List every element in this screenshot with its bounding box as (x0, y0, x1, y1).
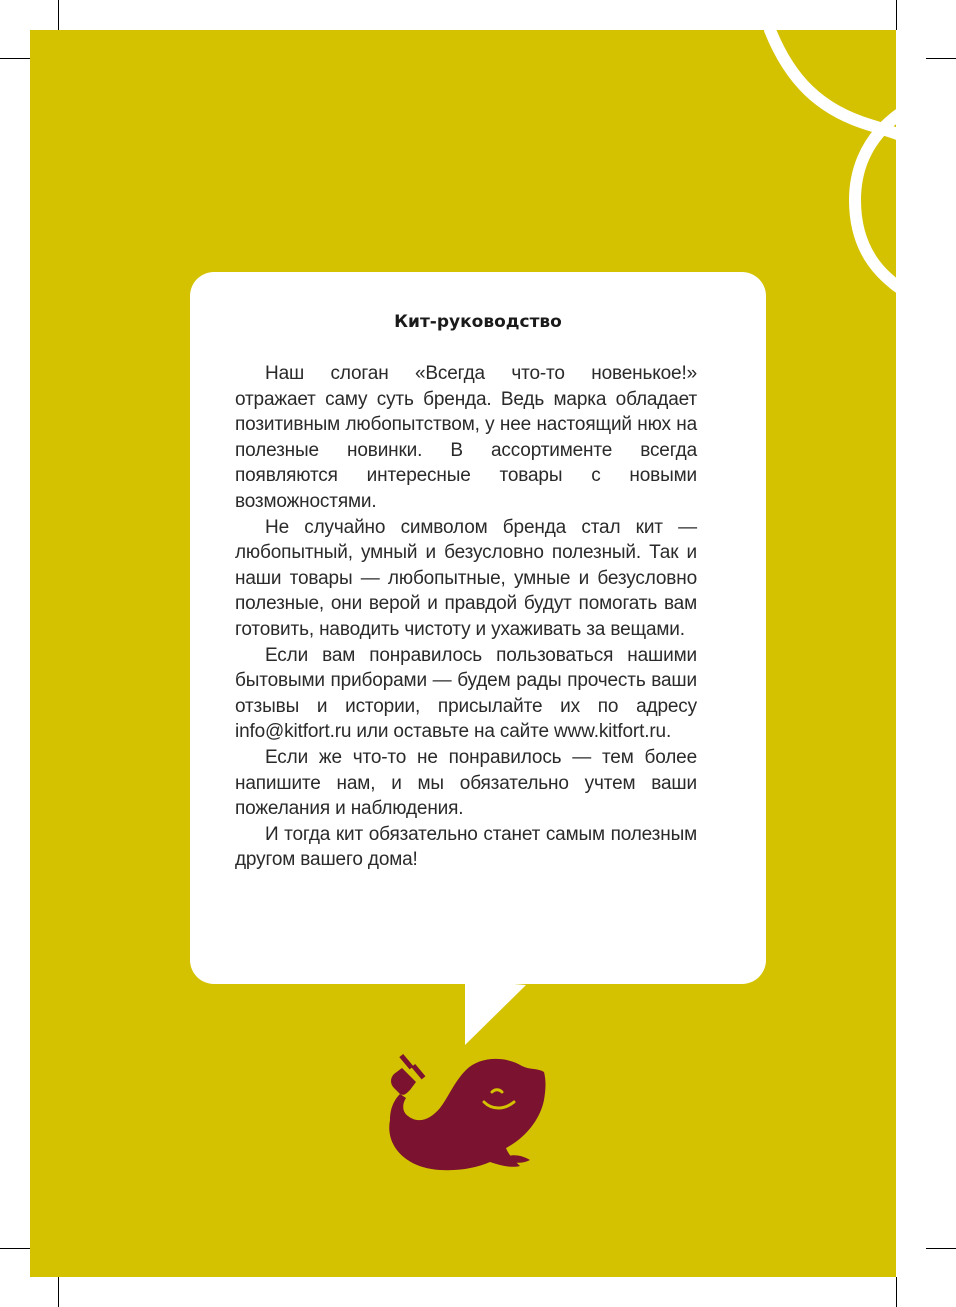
crop-mark (896, 1277, 897, 1307)
speech-bubble (190, 272, 766, 984)
paragraph: Наш слоган «Всегда что-то новенькое!» отражает саму суть бренда. Ведь марка обладает позитивным любопытством, у нее настоящий нюх на полезные новинки. В ассортименте всегда появляются интересные товары с новыми возможностями. (235, 363, 697, 512)
whale-with-plug-icon (380, 1050, 560, 1180)
paragraph: Если же что-то не понравилось — тем более напишите нам, и мы обязательно учтем ваши пожелания и наблюдения. (235, 746, 697, 820)
crop-mark (58, 0, 59, 30)
crop-mark (0, 58, 30, 59)
paragraph: И тогда кит обязательно станет самым полезным другом вашего дома! (235, 823, 697, 871)
crop-mark (926, 1248, 956, 1249)
crop-mark (0, 1248, 30, 1249)
crop-mark (58, 1277, 59, 1307)
body-text (235, 361, 697, 873)
page-title: Кит-руководство (394, 312, 562, 332)
crop-mark (926, 58, 956, 59)
paragraph: Не случайно символом бренда стал кит — любопытный, умный и безусловно полезный. Так и наши товары — любопытные, умные и безусловно полезные, они верой и правдой будут помогать вам готовить, наводить чистоту и ухаживать за вещами. (235, 516, 697, 640)
crop-mark (896, 0, 897, 30)
paragraph: Если вам понравилось пользоваться нашими бытовыми приборами — будем рады прочесть ваши отзывы и истории, присылайте их по адресу info@kitfort.ru или оставьте на сайте www.kitfort.ru. (235, 644, 697, 743)
